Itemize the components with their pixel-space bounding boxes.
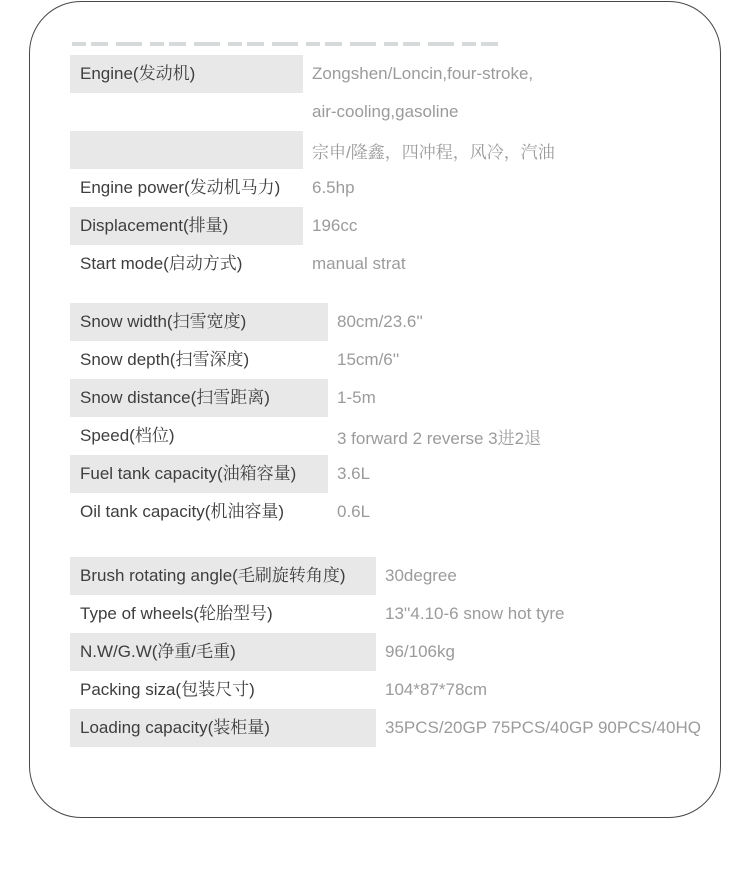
spec-label: Brush rotating angle(毛刷旋转角度) bbox=[70, 557, 376, 595]
spec-label: Engine power(发动机马力) bbox=[80, 178, 281, 197]
spec-value: 15cm/6'' bbox=[337, 350, 400, 369]
spec-value: 196cc bbox=[312, 216, 358, 235]
spec-value: 3 forward 2 reverse 3进2退 bbox=[337, 428, 542, 448]
spec-row-snow-distance bbox=[70, 379, 541, 417]
spec-row-brush-angle bbox=[70, 557, 701, 595]
spec-row-snow-width bbox=[70, 303, 541, 341]
spec-group-engine bbox=[70, 55, 555, 283]
spec-value: 3.6L bbox=[337, 464, 371, 483]
spec-value: 0.6L bbox=[337, 502, 371, 521]
spec-label bbox=[70, 93, 303, 131]
spec-value: 13''4.10-6 snow hot tyre bbox=[385, 604, 565, 623]
spec-row-loading-capacity bbox=[70, 709, 701, 747]
spec-row-snow-depth bbox=[70, 341, 541, 379]
spec-label: Speed(档位) bbox=[80, 426, 175, 445]
spec-value: air-cooling,gasoline bbox=[312, 102, 459, 121]
spec-value: 6.5hp bbox=[312, 178, 355, 197]
spec-row-fuel-tank bbox=[70, 455, 541, 493]
spec-value: 35PCS/20GP 75PCS/40GP 90PCS/40HQ bbox=[385, 718, 701, 737]
spec-label: Snow depth(扫雪深度) bbox=[80, 350, 250, 369]
spec-row-start-mode bbox=[70, 245, 555, 283]
spec-row-weight bbox=[70, 633, 701, 671]
spec-label: Snow width(扫雪宽度) bbox=[70, 303, 328, 341]
spec-label: Displacement(排量) bbox=[70, 207, 303, 245]
spec-row-engine-continued bbox=[70, 93, 555, 131]
spec-value: Zongshen/Loncin,four-stroke, bbox=[312, 64, 534, 83]
spec-value: 80cm/23.6'' bbox=[337, 312, 423, 331]
spec-row-engine bbox=[70, 55, 555, 93]
spec-row-packing-size bbox=[70, 671, 701, 709]
spec-label: Type of wheels(轮胎型号) bbox=[80, 604, 273, 623]
spec-value: 104*87*78cm bbox=[385, 680, 488, 699]
spec-row-oil-tank bbox=[70, 493, 541, 531]
spec-value: 宗申/隆鑫，四冲程，风冷，汽油 bbox=[312, 142, 555, 162]
spec-label: Loading capacity(装柜量) bbox=[70, 709, 376, 747]
spec-value: manual strat bbox=[312, 254, 406, 273]
spec-label: Start mode(启动方式) bbox=[80, 254, 243, 273]
spec-label: Oil tank capacity(机油容量) bbox=[80, 502, 285, 521]
spec-group-snow-performance bbox=[70, 303, 541, 531]
spec-label: N.W/G.W(净重/毛重) bbox=[70, 633, 376, 671]
spec-value: 30degree bbox=[385, 566, 457, 585]
spec-value: 1-5m bbox=[337, 388, 376, 407]
spec-row-engine-chinese bbox=[70, 131, 555, 169]
spec-label: Snow distance(扫雪距离) bbox=[70, 379, 328, 417]
spec-group-dimensions-packing bbox=[70, 557, 701, 747]
spec-row-speed bbox=[70, 417, 541, 455]
spec-row-wheels bbox=[70, 595, 701, 633]
spec-label: Engine(发动机) bbox=[70, 55, 303, 93]
spec-row-engine-power bbox=[70, 169, 555, 207]
spec-row-displacement bbox=[70, 207, 555, 245]
spec-label: Packing siza(包装尺寸) bbox=[80, 680, 255, 699]
cropped-text-remnant bbox=[72, 42, 500, 46]
spec-sheet-card bbox=[29, 1, 721, 818]
spec-label bbox=[70, 131, 303, 169]
spec-value: 96/106kg bbox=[385, 642, 455, 661]
spec-label: Fuel tank capacity(油箱容量) bbox=[70, 455, 328, 493]
